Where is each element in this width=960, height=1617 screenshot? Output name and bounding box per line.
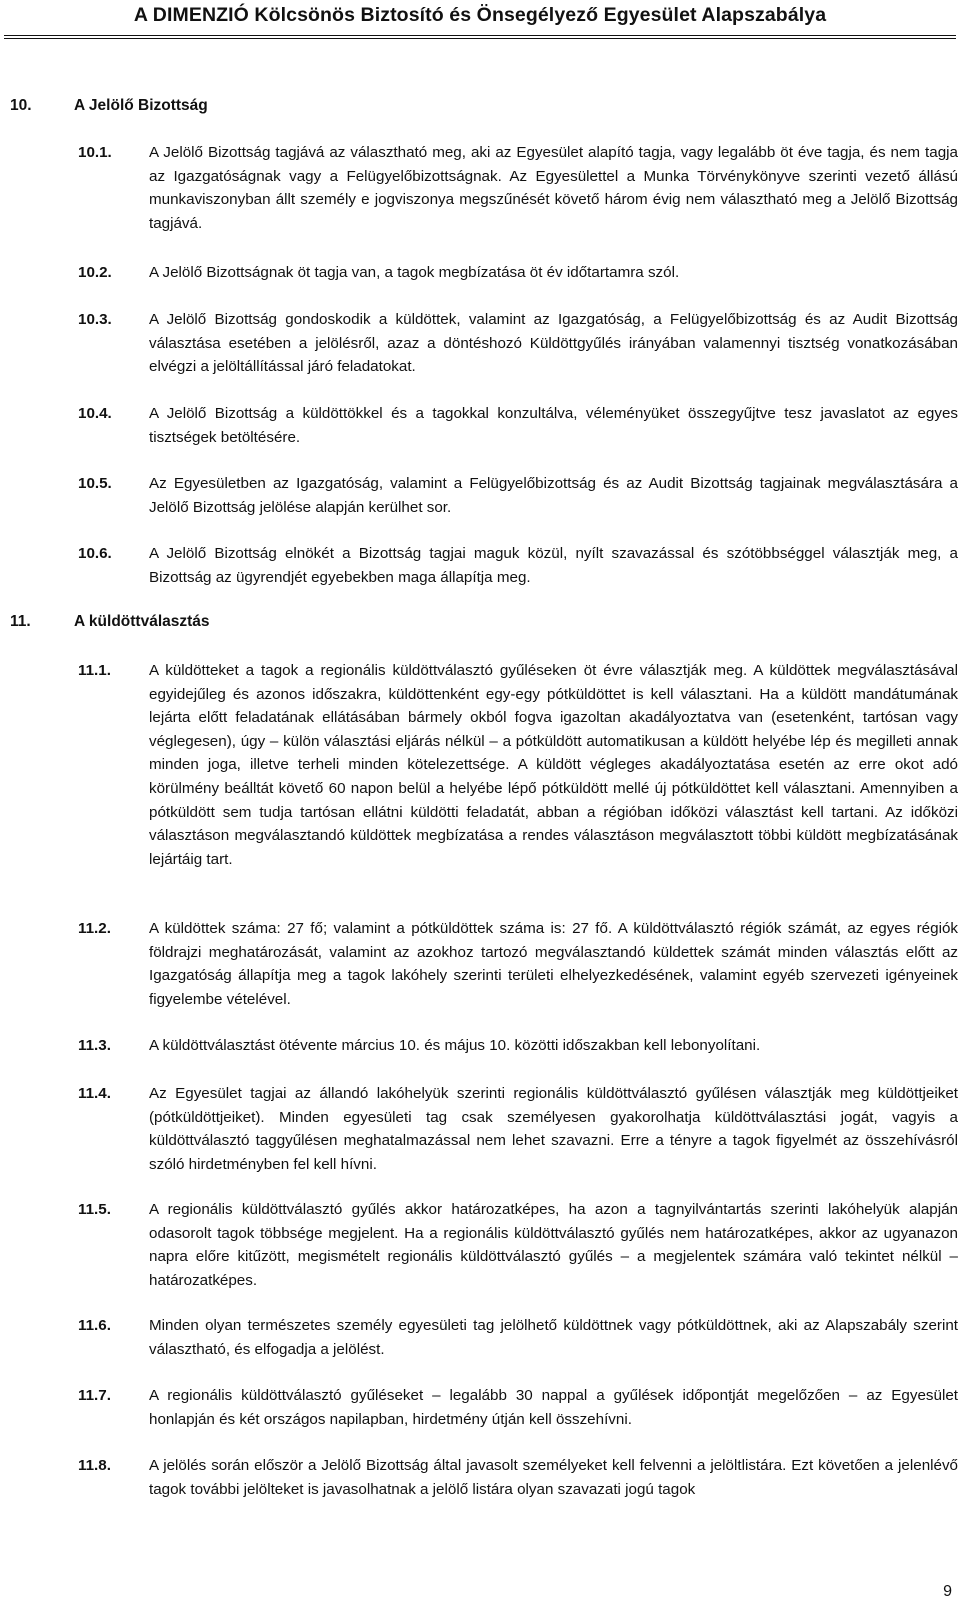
clause-11-4	[78, 1082, 958, 1176]
page-header-title: A DIMENZIÓ Kölcsönös Biztosító és Önsegélyező Egyesület Alapszabálya	[133, 4, 827, 26]
clause-text: A Jelölő Bizottság tagjává az választható meg, aki az Egyesület alapító tagja, vagy legalább öt éve tagja, és nem tagja az Igazgatóságnak vagy a Felügyelőbizottságnak. Az Egyesülettel a Munka Törvénykönyve szerinti vezető állású munkaviszonyban állt személy e jogviszonya megszűnését követő három évig nem választható meg a Jelölő Bizottság tagjává.	[149, 144, 958, 232]
header-divider	[4, 35, 956, 36]
clause-number: 10.4.	[78, 405, 112, 422]
clause-number: 10.6.	[78, 545, 112, 562]
section-heading-11	[10, 613, 210, 631]
clause-number: 11.8.	[78, 1457, 111, 1474]
clause-text: Az Egyesület tagjai az állandó lakóhelyük szerinti regionális küldöttválasztó gyűlésen választják meg küldöttjeiket (pótküldöttjeiket). Minden egyesületi tag csak személyesen gyakorolhatja küldöttválasztási jogát, vagyis a küldöttválasztó taggyűlésen meghatalmazással nem lehet szavazni. Erre a tényre a tagok figyelmét az összehívásról szóló hirdetményben fel kell hívni.	[149, 1085, 958, 1173]
clause-number: 11.2.	[78, 920, 111, 937]
clause-11-1	[78, 659, 958, 871]
clause-10-6	[78, 542, 958, 589]
clause-11-5	[78, 1198, 958, 1292]
clause-text: A Jelölő Bizottság elnökét a Bizottság tagjai maguk közül, nyílt szavazással és szótöbbséggel választják meg, a Bizottság az ügyrendjét egyebekben maga állapítja meg.	[149, 545, 958, 586]
clause-number: 10.3.	[78, 311, 112, 328]
section-title: A Jelölő Bizottság	[74, 97, 208, 114]
clause-number: 11.3.	[78, 1037, 111, 1054]
clause-number: 11.6.	[78, 1317, 111, 1334]
section-heading-10	[10, 97, 208, 115]
clause-text: Az Egyesületben az Igazgatóság, valamint a Felügyelőbizottság és az Audit Bizottság tagjainak megválasztására a Jelölő Bizottság jelölése alapján kerülhet sor.	[149, 475, 958, 516]
clause-11-7	[78, 1384, 958, 1431]
clause-number: 11.4.	[78, 1085, 111, 1102]
section-number: 11.	[10, 613, 31, 630]
section-number: 10.	[10, 97, 32, 114]
clause-number: 10.2.	[78, 264, 112, 281]
clause-text: A Jelölő Bizottság gondoskodik a küldöttek, valamint az Igazgatóság, a Felügyelőbizottság és az Audit Bizottság választása esetében a jelölésről, azaz a döntéshozó Küldöttgyűlés irányában valamennyi tisztség vonatkozásában elvégzi a jelöltállítással járó feladatokat.	[149, 311, 958, 376]
clause-11-2	[78, 917, 958, 1011]
clause-11-3	[78, 1034, 958, 1058]
clause-text: A jelölés során először a Jelölő Bizottság által javasolt személyeket kell felvenni a jelöltlistára. Ezt követően a jelenlévő tagok további jelölteket is javasolhatnak a jelölő listára olyan szavazati jogú tagok	[149, 1457, 958, 1498]
clause-text: A küldöttek száma: 27 fő; valamint a pótküldöttek száma is: 27 fő. A küldöttválasztó régiók számát, az egyes régiók földrajzi meghatározását, valamint az azokhoz tartozó megválasztandó küldettek számát minden választás előtt az Igazgatóság állapítja meg a tagok lakóhely szerinti területi elhelyezkedésének, valamint egyéb szervezeti igényeinek figyelembe vételével.	[149, 920, 958, 1008]
clause-text: Minden olyan természetes személy egyesületi tag jelölhető küldöttnek vagy pótküldöttnek, aki az Alapszabály szerint választható, és elfogadja a jelölést.	[149, 1317, 958, 1358]
clause-number: 10.5.	[78, 475, 112, 492]
clause-text: A Jelölő Bizottságnak öt tagja van, a tagok megbízatása öt év időtartamra szól.	[149, 264, 680, 281]
clause-11-6	[78, 1314, 958, 1361]
clause-text: A küldötteket a tagok a regionális küldöttválasztó gyűléseken öt évre választják meg. A küldöttek megválasztásával egyidejűleg és azonos időszakra, küldöttenként egy-egy pótküldöttet is kell választani. Ha a küldött mandátumának lejárta előtt feladatának ellátásában bármely okból fogva igazoltan akadályoztatva van (esetenként, tartósan vagy véglegesen), úgy – külön választási eljárás nélkül – a pótküldött automatikusan a küldött helyébe lép és megilleti annak minden joga, illetve terheli minden kötelezettsége. A küldött végleges akadályoztatása esetén az erre okot adó körülmény beálltát követő 60 napon belül a helyébe lépő pótküldött mellé új pótküldöttet kell választani. Amennyiben a pótküldött sem tudja tartósan ellátni küldötti feladatát, abban a régióban időközi választást kell tartani. Az időközi választáson megválasztandó küldöttek megbízatása a rendes választáson megválasztott többi küldött megbízatásának lejártáig tart.	[149, 662, 958, 868]
page-number: 9	[943, 1583, 952, 1600]
clause-number: 11.7.	[78, 1387, 111, 1404]
clause-number: 11.5.	[78, 1201, 111, 1218]
clause-text: A Jelölő Bizottság a küldöttökkel és a tagokkal konzultálva, véleményüket összegyűjtve tesz javaslatot az egyes tisztségek betöltésére.	[149, 405, 958, 446]
clause-text: A küldöttválasztást ötévente március 10. és május 10. közötti időszakban kell lebonyolítani.	[149, 1037, 761, 1054]
clause-10-4	[78, 402, 958, 449]
clause-11-8	[78, 1454, 958, 1501]
clause-10-2	[78, 261, 958, 285]
section-title: A küldöttválasztás	[74, 613, 210, 630]
clause-text: A regionális küldöttválasztó gyűlés akkor határozatképes, ha azon a tagnyilvántartás szerinti lakóhelyük alapján odasorolt tagok többsége megjelent. Ha a regionális küldöttválasztó gyűlés nem határozatképes, akkor az ugyanazon napra előre kitűzött, megismételt regionális küldöttválasztó gyűlés – a megjelentek számára való tekintet nélkül – határozatképes.	[149, 1201, 958, 1289]
clause-text: A regionális küldöttválasztó gyűléseket – legalább 30 nappal a gyűlések időpontját megelőzően – az Egyesület honlapján és két országos napilapban, hirdetmény útján kell összehívni.	[149, 1387, 958, 1428]
clause-10-3	[78, 308, 958, 379]
header-divider-thin	[4, 38, 956, 39]
clause-10-5	[78, 472, 958, 519]
clause-number: 10.1.	[78, 144, 112, 161]
clause-10-1	[78, 141, 958, 235]
clause-number: 11.1.	[78, 662, 111, 679]
